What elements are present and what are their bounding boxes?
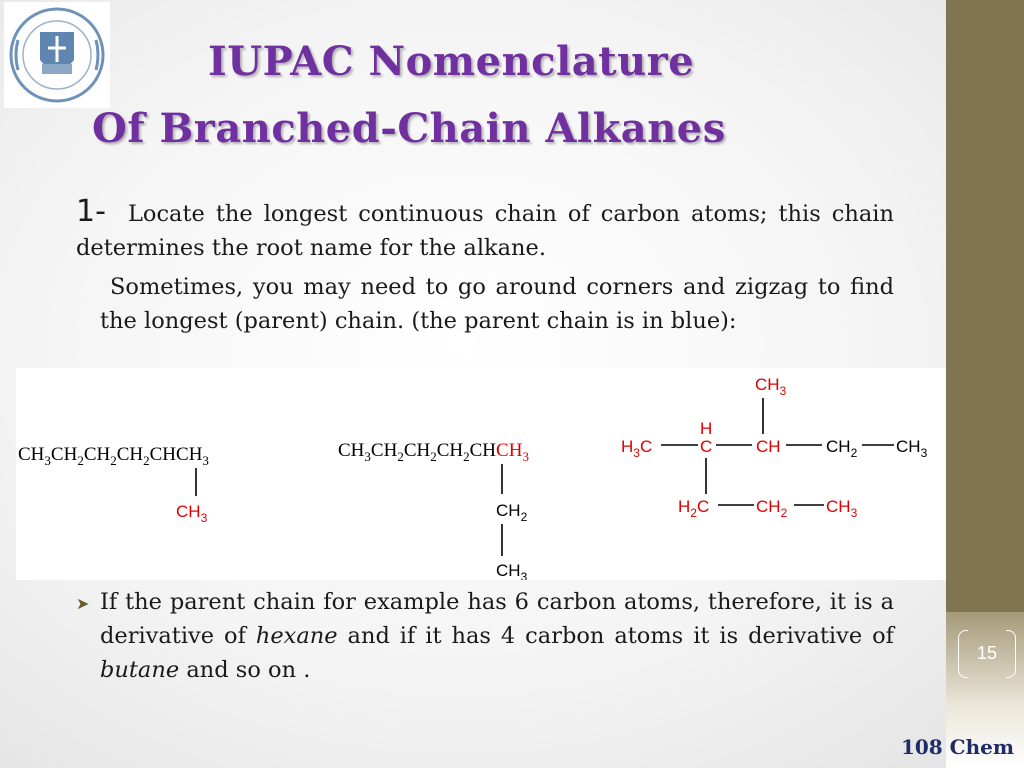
bullet-text-c: and so on . bbox=[179, 657, 311, 683]
page-number: 15 bbox=[976, 643, 998, 663]
s3-ch2: $CH_2$ bbox=[826, 437, 858, 460]
structures-panel bbox=[16, 368, 946, 580]
step-number: 1- bbox=[76, 194, 106, 229]
s3-ch3-lower: $CH_3$ bbox=[826, 497, 858, 520]
s3-top-branch: $CH_3$ bbox=[755, 375, 787, 398]
s2-branch-1: $CH_2$ bbox=[496, 501, 528, 524]
s1-branch: $CH_3$ bbox=[176, 502, 208, 525]
footer-course: 108 Chem bbox=[900, 735, 1014, 759]
title-line-2: Of Branched-Chain Alkanes bbox=[92, 105, 726, 152]
s3-ch: CH bbox=[756, 437, 781, 456]
bullet-text-b: and if it has 4 carbon atoms it is derivative of bbox=[337, 623, 894, 649]
s3-ch2-lower: $CH_2$ bbox=[756, 497, 788, 520]
structure-1 bbox=[18, 444, 209, 525]
s3-c: C bbox=[700, 437, 713, 456]
bullet-paragraph bbox=[100, 585, 894, 687]
university-logo bbox=[4, 2, 110, 108]
page-number-box bbox=[958, 630, 1016, 678]
s3-h: H bbox=[700, 419, 713, 438]
bullet-italic-butane: butane bbox=[100, 657, 180, 683]
s3-h2c: $H_2C$ bbox=[678, 497, 710, 520]
structure-3 bbox=[621, 375, 928, 520]
s3-h3c: $H_3C$ bbox=[621, 437, 653, 460]
structures-svg bbox=[16, 368, 946, 580]
structure-2 bbox=[338, 440, 529, 580]
s3-ch3-right: $CH_3$ bbox=[896, 437, 928, 460]
university-seal-icon bbox=[4, 2, 110, 108]
arrow-bullet-icon: ➤ bbox=[76, 594, 90, 613]
bullet-italic-hexane: hexane bbox=[255, 623, 338, 649]
s1-chain: $CH_3CH_2CH_2CH_2CHCH_3$ bbox=[18, 444, 209, 468]
title-line-1: IUPAC Nomenclature bbox=[208, 38, 695, 85]
bullet-text-a: If the parent chain for example has 6 carbon atoms, therefore, it is a derivative of bbox=[100, 589, 894, 649]
s2-chain: $CH_3CH_2CH_2CH_2CHCH_3$ bbox=[338, 440, 529, 464]
step-1-text: Locate the longest continuous chain of carbon atoms; this chain determines the root name for the alkane. bbox=[76, 201, 894, 261]
s2-branch-2: $CH_3$ bbox=[496, 561, 528, 580]
step-1-paragraph bbox=[76, 195, 894, 265]
step-1-note: Sometimes, you may need to go around corners and zigzag to find the longest (parent) chain. (the parent chain is in blue): bbox=[100, 274, 894, 334]
